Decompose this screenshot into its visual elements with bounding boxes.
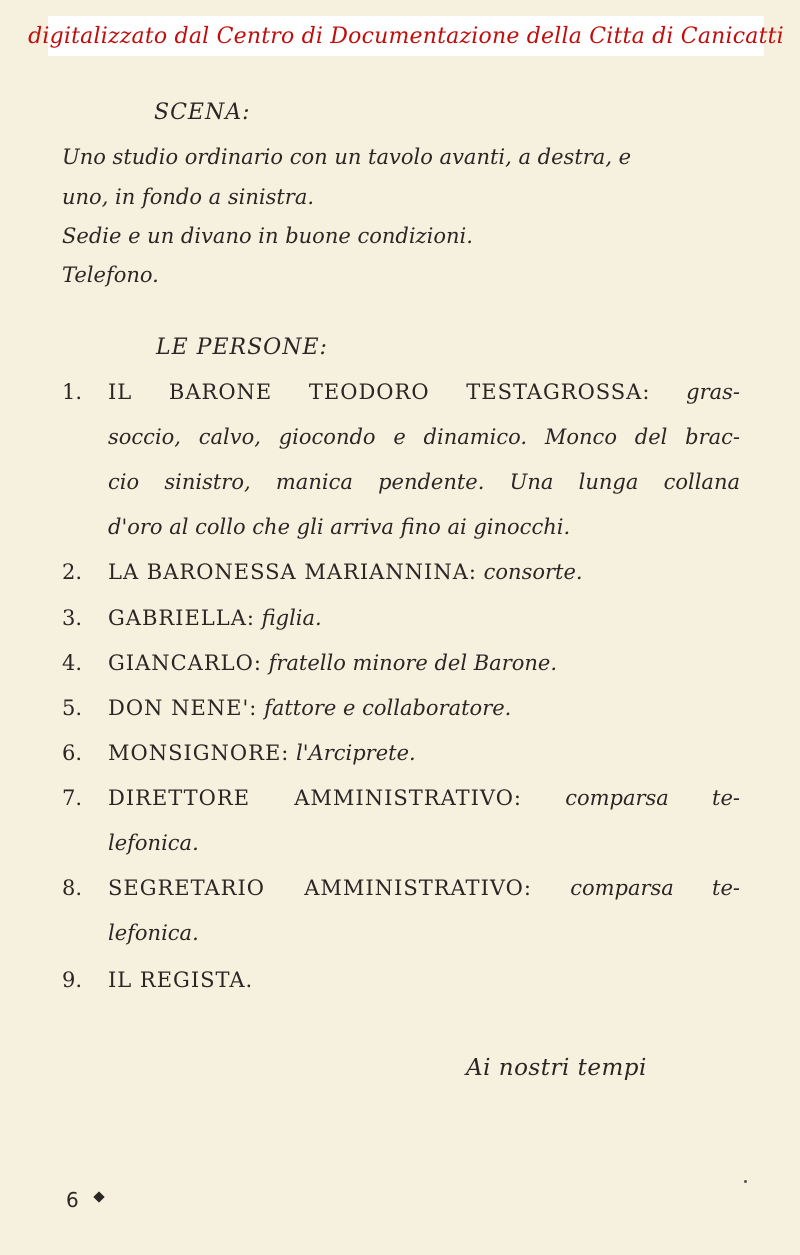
person-description: fratello minore del Barone. (268, 651, 558, 675)
scene-line-3: Sedie e un divano in buone condizioni. (62, 224, 473, 248)
scene-line-4: Telefono. (62, 263, 159, 287)
description-continuation: soccio, calvo, giocondo e dinamico. Monco del brac- (108, 425, 740, 449)
person-name: GIANCARLO: (108, 651, 262, 675)
description-continuation: cio sinistro, manica pendente. Una lunga collana (108, 470, 740, 494)
item-number: 5. (62, 696, 83, 720)
persons-heading: LE PERSONE: (156, 335, 328, 360)
person-description: consorte. (483, 560, 583, 584)
person-name: IL BARONE TEODORO TESTAGROSSA: (108, 380, 651, 404)
item-text (108, 866, 740, 956)
description-continuation: lefonica. (108, 921, 199, 945)
watermark-text: digitalizzato dal Centro di Documentazione della Citta di Canicatti (28, 23, 784, 49)
description-continuation: lefonica. (108, 831, 199, 855)
item-number: 8. (62, 876, 83, 900)
person-name: DON NENE': (108, 696, 258, 720)
person-description: gras- (686, 380, 740, 404)
item-number: 9. (62, 968, 83, 992)
item-number: 3. (62, 606, 83, 630)
item-text (108, 370, 740, 550)
diamond-ornament-icon (93, 1191, 104, 1202)
person-name: IL REGISTA. (108, 968, 254, 992)
person-name: MONSIGNORE: (108, 741, 290, 765)
item-number: 7. (62, 786, 83, 810)
scene-line-1: Uno studio ordinario con un tavolo avanti, a destra, e (62, 145, 632, 169)
item-text (108, 776, 740, 866)
person-name: GABRIELLA: (108, 606, 255, 630)
scene-line-2: uno, in fondo a sinistra. (62, 185, 315, 209)
item-number: 1. (62, 380, 83, 404)
scan-speck (744, 1180, 747, 1183)
description-continuation: d'oro al collo che gli arriva fino ai ginocchi. (108, 515, 571, 539)
item-number: 6. (62, 741, 83, 765)
person-name: SEGRETARIO AMMINISTRATIVO: (108, 876, 532, 900)
person-description: fattore e collaboratore. (264, 696, 512, 720)
person-name: LA BARONESSA MARIANNINA: (108, 560, 477, 584)
person-description: comparsa te- (570, 876, 740, 900)
person-description: l'Arciprete. (296, 741, 416, 765)
setting-note: Ai nostri tempi (466, 1055, 647, 1081)
person-description: comparsa te- (565, 786, 740, 810)
item-number: 4. (62, 651, 83, 675)
person-name: DIRETTORE AMMINISTRATIVO: (108, 786, 522, 810)
page-number: 6 (66, 1188, 79, 1212)
digitization-banner (28, 16, 784, 56)
scene-heading: SCENA: (154, 100, 251, 125)
item-number: 2. (62, 560, 83, 584)
person-description: figlia. (261, 606, 322, 630)
